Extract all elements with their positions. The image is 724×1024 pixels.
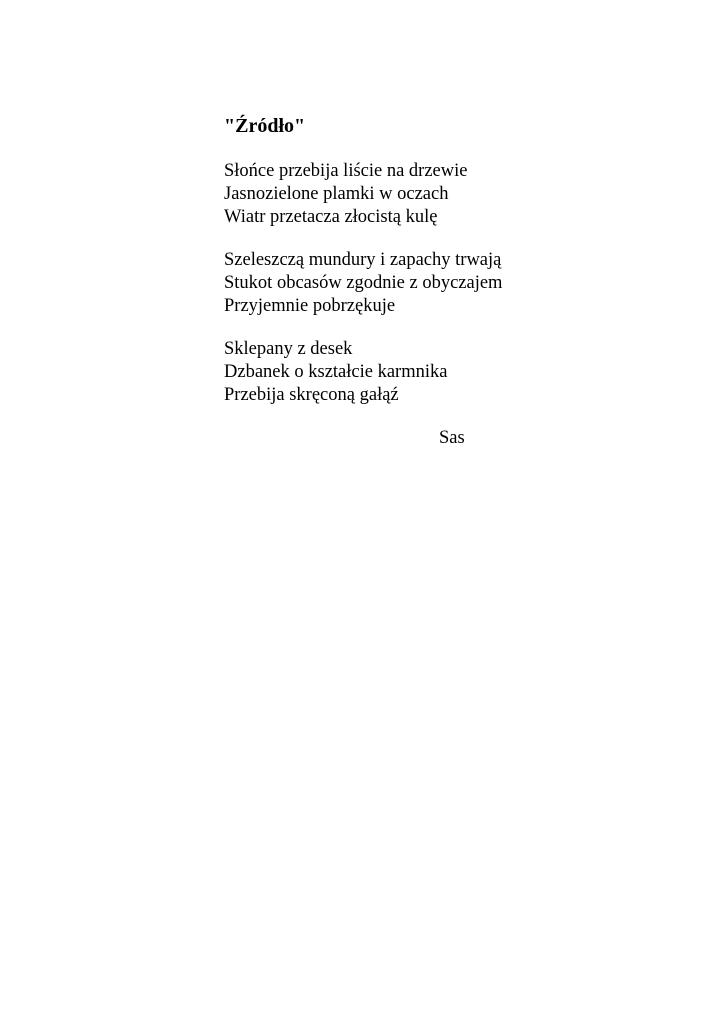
stanza-3 bbox=[224, 338, 564, 407]
poem-line: Sklepany z desek bbox=[224, 339, 353, 359]
poem-line: Dzbanek o kształcie karmnika bbox=[224, 362, 448, 382]
poem-line: Szeleszczą mundury i zapachy trwają bbox=[224, 250, 502, 270]
author-signature: Sas bbox=[439, 428, 465, 448]
stanza-2 bbox=[224, 249, 564, 318]
poem-line: Przyjemnie pobrzękuje bbox=[224, 296, 396, 316]
poem-line: Jasnozielone plamki w oczach bbox=[224, 184, 449, 204]
poem-line: Wiatr przetacza złocistą kulę bbox=[224, 207, 438, 227]
stanza-1 bbox=[224, 160, 564, 229]
poem bbox=[224, 114, 564, 427]
poem-line: Przebija skręconą gałąź bbox=[224, 385, 399, 405]
poem-line: Słońce przebija liście na drzewie bbox=[224, 161, 468, 181]
poem-line: Stukot obcasów zgodnie z obyczajem bbox=[224, 273, 503, 293]
poem-title: "Źródło" bbox=[224, 115, 306, 137]
